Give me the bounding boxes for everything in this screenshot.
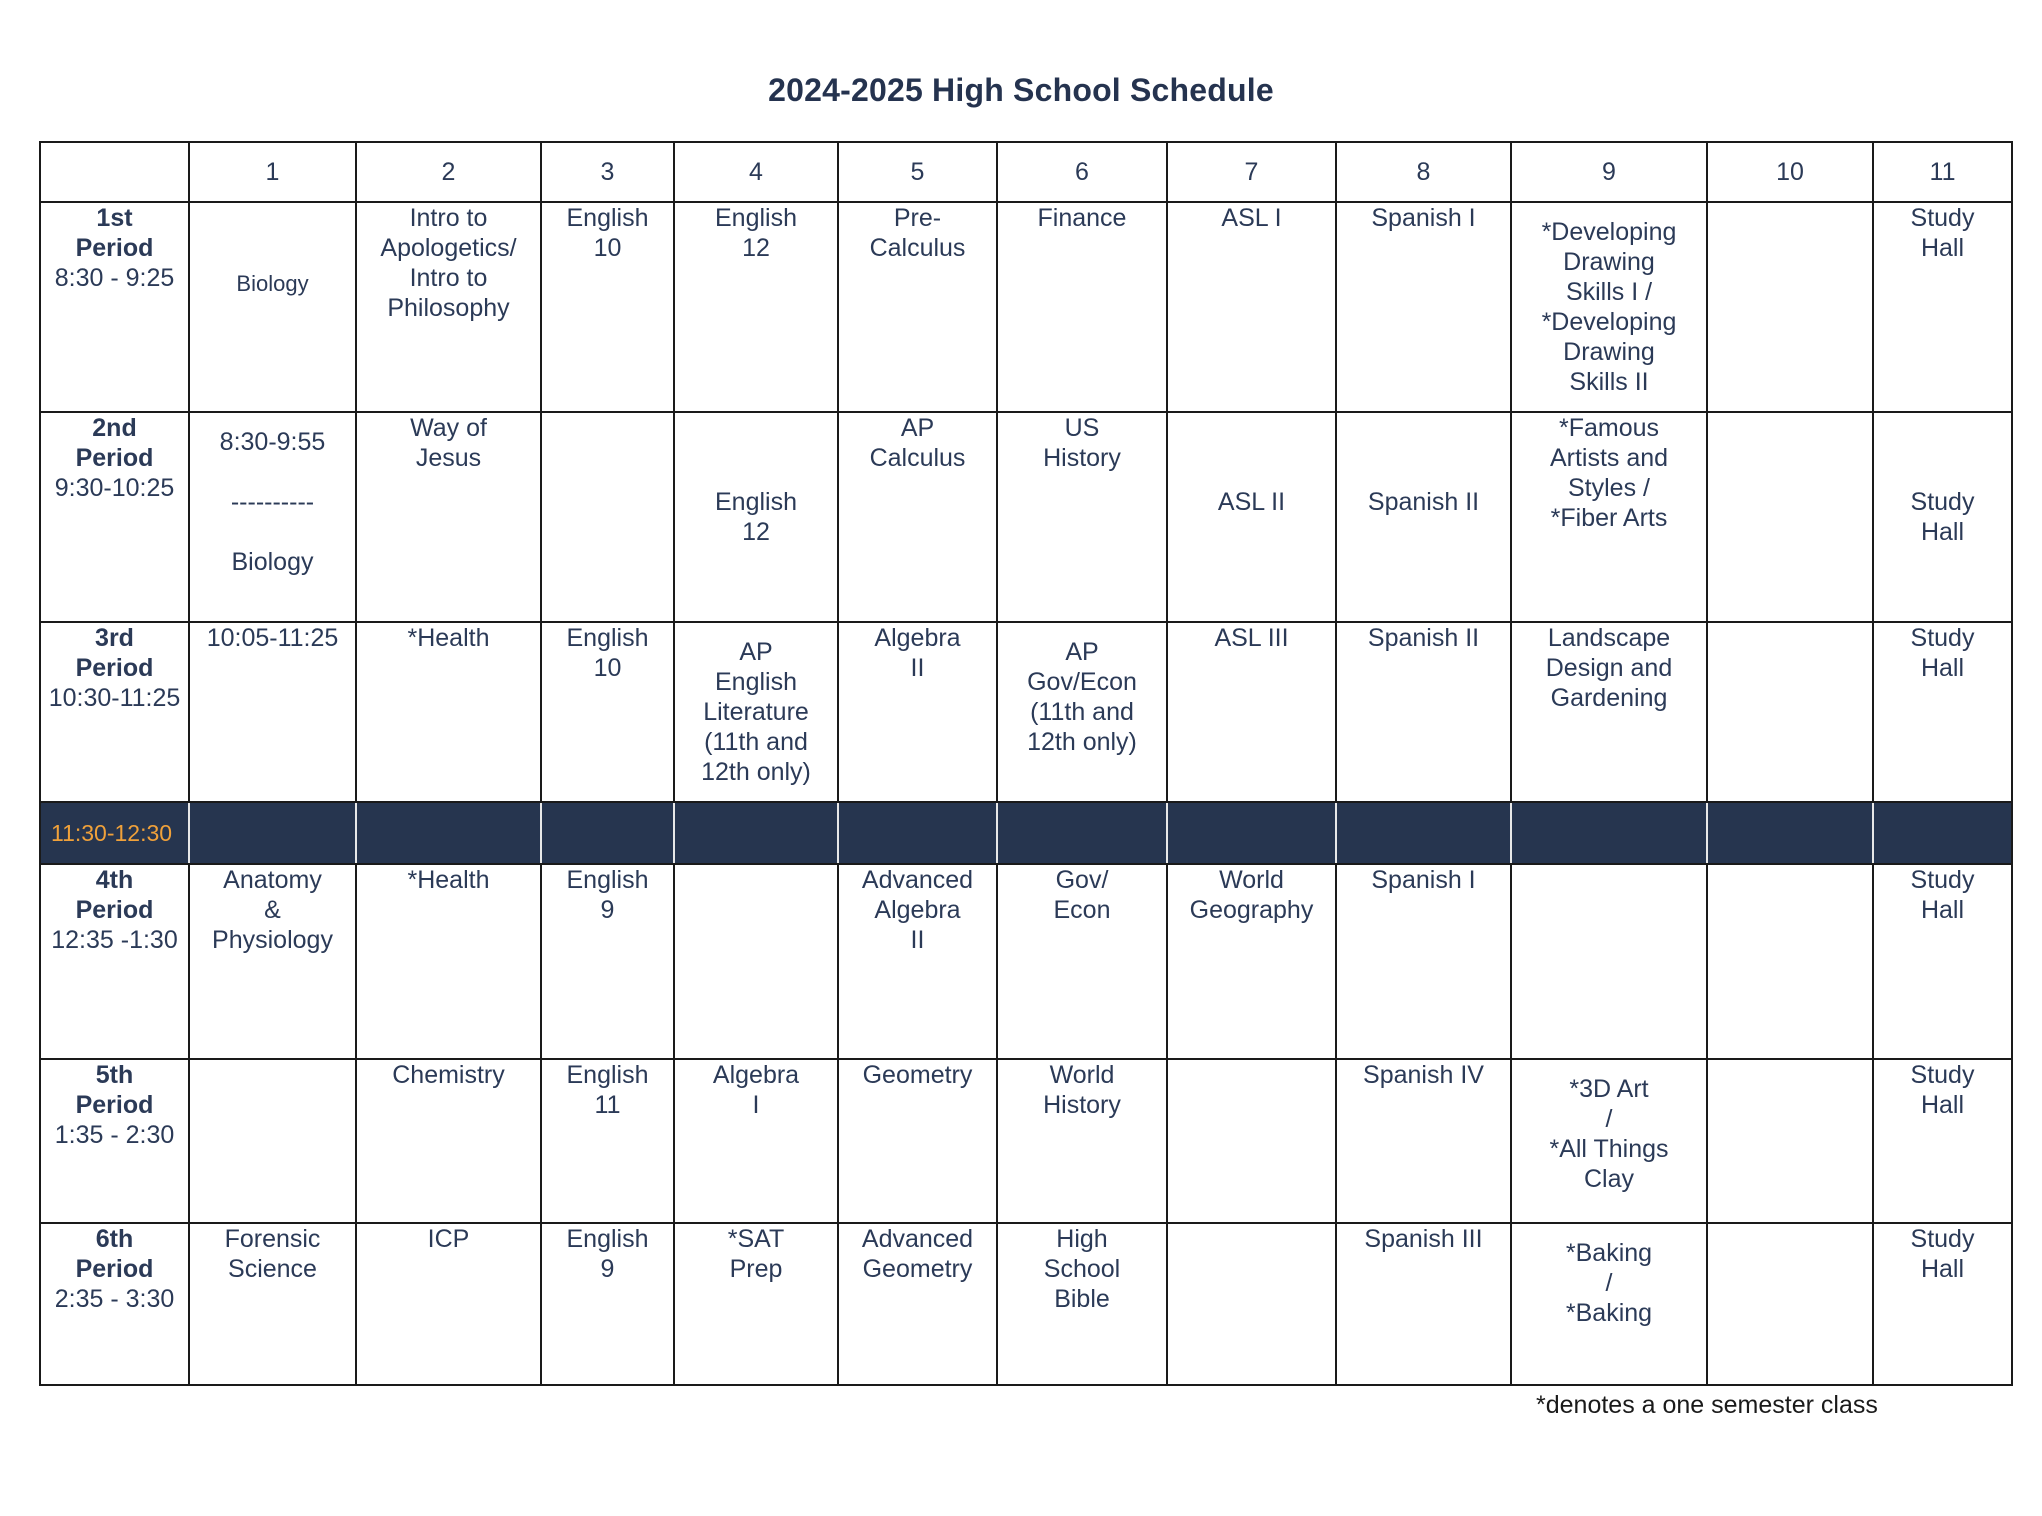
course-cell — [997, 412, 1167, 622]
course-cell — [838, 202, 997, 412]
column-header: 1 — [189, 142, 356, 202]
course-cell — [541, 1223, 674, 1385]
period-time: 12:35 -1:30 — [51, 926, 178, 954]
column-header: 7 — [1167, 142, 1336, 202]
course-text: *Health — [407, 624, 490, 652]
course-cell — [356, 202, 541, 412]
course-text: Landscape Design and Gardening — [1545, 624, 1673, 712]
course-text: Gov/ Econ — [1053, 866, 1111, 924]
period-time: 1:35 - 2:30 — [54, 1121, 175, 1149]
course-text: Study Hall — [1910, 1061, 1975, 1119]
period-label — [40, 622, 189, 802]
course-text: Algebra II — [874, 624, 961, 682]
period-name: 2nd Period — [75, 414, 154, 472]
course-text: *Developing Drawing Skills I / *Developing Drawing Skills II — [1541, 218, 1677, 396]
course-cell — [674, 412, 838, 622]
course-text: *Baking / *Baking — [1565, 1239, 1653, 1327]
lunch-cell — [356, 802, 541, 864]
course-text: Study Hall — [1910, 204, 1975, 262]
column-header: 11 — [1873, 142, 2012, 202]
period-time: 9:30-10:25 — [54, 474, 175, 502]
course-text: World History — [1043, 1061, 1121, 1119]
course-cell — [838, 864, 997, 1059]
course-cell — [541, 864, 674, 1059]
course-cell — [1707, 202, 1873, 412]
course-cell — [1873, 1223, 2012, 1385]
column-header: 4 — [674, 142, 838, 202]
course-text: Spanish I — [1371, 866, 1476, 894]
course-cell — [997, 202, 1167, 412]
lunch-cell — [541, 802, 674, 864]
course-text: AP English Literature (11th and 12th only) — [701, 638, 811, 786]
course-text: Chemistry — [392, 1061, 505, 1089]
course-cell — [1873, 412, 2012, 622]
column-header: 5 — [838, 142, 997, 202]
course-text: Advanced Algebra II — [861, 866, 974, 954]
period-label — [40, 1223, 189, 1385]
course-cell — [1511, 1223, 1707, 1385]
course-text: Study Hall — [1910, 624, 1975, 682]
course-text: English 10 — [566, 204, 649, 262]
header-row — [40, 142, 2012, 202]
course-cell — [541, 202, 674, 412]
course-text: Way of Jesus — [410, 414, 487, 472]
footnote: *denotes a one semester class — [1536, 1391, 1878, 1419]
course-text: English 9 — [566, 1225, 649, 1283]
course-text: Forensic Science — [224, 1225, 321, 1283]
period-row-3 — [40, 622, 2012, 802]
course-text: Finance — [1037, 204, 1127, 232]
course-cell — [1873, 1059, 2012, 1223]
course-cell — [1336, 1223, 1511, 1385]
lunch-cell — [1167, 802, 1336, 864]
course-cell — [1167, 622, 1336, 802]
period-label — [40, 864, 189, 1059]
course-text: ASL I — [1221, 204, 1282, 232]
course-text: English 9 — [566, 866, 649, 924]
course-cell — [1707, 1059, 1873, 1223]
course-cell — [1707, 1223, 1873, 1385]
course-cell — [674, 1059, 838, 1223]
course-cell — [1167, 202, 1336, 412]
course-cell — [1707, 864, 1873, 1059]
period-label — [40, 412, 189, 622]
course-cell — [1336, 622, 1511, 802]
course-text: 10:05-11:25 — [206, 624, 339, 652]
course-text: Spanish I — [1371, 204, 1476, 232]
course-cell — [674, 202, 838, 412]
course-text: Pre- Calculus — [869, 204, 966, 262]
course-cell — [674, 1223, 838, 1385]
course-text: Geometry — [862, 1061, 973, 1089]
lunch-cell — [674, 802, 838, 864]
course-text: Algebra I — [712, 1061, 800, 1119]
course-cell — [674, 622, 838, 802]
period-label — [40, 1059, 189, 1223]
column-header: 2 — [356, 142, 541, 202]
course-text: Study Hall — [1910, 1225, 1975, 1283]
lunch-cell — [1511, 802, 1707, 864]
period-row-6 — [40, 1223, 2012, 1385]
period-label — [40, 202, 189, 412]
column-header: 8 — [1336, 142, 1511, 202]
period-time: 8:30 - 9:25 — [54, 264, 175, 292]
course-cell — [356, 1223, 541, 1385]
period-name: 4th Period — [75, 866, 154, 924]
course-cell — [541, 622, 674, 802]
course-cell — [1873, 202, 2012, 412]
course-cell — [838, 622, 997, 802]
course-text: *Health — [407, 866, 490, 894]
course-cell — [1167, 1223, 1336, 1385]
lunch-cell — [1336, 802, 1511, 864]
lunch-cell — [189, 802, 356, 864]
course-text: World Geography — [1189, 866, 1314, 924]
course-cell — [997, 1059, 1167, 1223]
period-name: 6th Period — [75, 1225, 154, 1283]
period-name: 3rd Period — [75, 624, 154, 682]
course-cell — [1511, 864, 1707, 1059]
period-row-2 — [40, 412, 2012, 622]
course-text: Study Hall — [1910, 488, 1975, 546]
period-time: 10:30-11:25 — [48, 684, 181, 712]
course-cell — [1511, 1059, 1707, 1223]
course-cell — [1336, 202, 1511, 412]
course-cell — [838, 1059, 997, 1223]
column-header: 9 — [1511, 142, 1707, 202]
course-cell — [189, 1223, 356, 1385]
course-text: ASL II — [1217, 488, 1286, 516]
period-row-1 — [40, 202, 2012, 412]
course-text: *SAT Prep — [727, 1225, 785, 1283]
course-text: AP Gov/Econ (11th and 12th only) — [1027, 638, 1137, 756]
course-cell — [1873, 622, 2012, 802]
course-text: Spanish IV — [1363, 1061, 1484, 1089]
period-name: 1st Period — [75, 204, 154, 262]
course-cell — [1707, 412, 1873, 622]
lunch-cell — [1707, 802, 1873, 864]
lunch-cell — [1873, 802, 2012, 864]
period-row-4 — [40, 864, 2012, 1059]
course-cell — [1336, 1059, 1511, 1223]
course-text: 8:30-9:55 ---------- Biology — [219, 428, 326, 576]
course-cell — [541, 412, 674, 622]
course-cell — [1511, 202, 1707, 412]
course-cell — [356, 1059, 541, 1223]
column-header: 6 — [997, 142, 1167, 202]
course-cell — [356, 412, 541, 622]
course-text: Anatomy & Physiology — [212, 866, 333, 954]
lunch-row — [40, 802, 2012, 864]
schedule-table — [39, 141, 2013, 1386]
course-text: *Famous Artists and Styles / *Fiber Arts — [1549, 414, 1669, 532]
course-cell — [1167, 864, 1336, 1059]
course-cell — [1167, 1059, 1336, 1223]
course-text: Spanish II — [1367, 624, 1480, 652]
course-text: English 12 — [715, 204, 797, 262]
course-text: Spanish II — [1367, 488, 1480, 516]
course-cell — [356, 622, 541, 802]
course-cell — [189, 622, 356, 802]
course-cell — [997, 864, 1167, 1059]
course-cell — [356, 864, 541, 1059]
course-text: ASL III — [1214, 624, 1289, 652]
course-cell — [838, 1223, 997, 1385]
course-text: US History — [1043, 414, 1121, 472]
column-header: 10 — [1707, 142, 1873, 202]
course-text: Study Hall — [1910, 866, 1975, 924]
course-cell — [541, 1059, 674, 1223]
course-cell — [1167, 412, 1336, 622]
course-text: AP Calculus — [869, 414, 966, 472]
course-text: English 12 — [715, 488, 797, 546]
course-cell — [189, 202, 356, 412]
lunch-cell — [838, 802, 997, 864]
course-cell — [838, 412, 997, 622]
course-text: High School Bible — [1043, 1225, 1121, 1313]
course-cell — [1336, 412, 1511, 622]
course-text: Intro to Apologetics/ Intro to Philosophy — [380, 204, 517, 322]
lunch-time: 11:30-12:30 — [40, 802, 189, 864]
period-name: 5th Period — [75, 1061, 154, 1119]
page-title: 2024-2025 High School Schedule — [768, 72, 1274, 108]
course-cell — [189, 412, 356, 622]
course-text: English 11 — [566, 1061, 649, 1119]
course-cell — [674, 864, 838, 1059]
corner-cell — [40, 142, 189, 202]
column-header: 3 — [541, 142, 674, 202]
course-text: Spanish III — [1364, 1225, 1483, 1253]
course-cell — [1511, 622, 1707, 802]
course-cell — [1873, 864, 2012, 1059]
course-cell — [1336, 864, 1511, 1059]
course-text: Advanced Geometry — [861, 1225, 974, 1283]
course-cell — [189, 1059, 356, 1223]
course-cell — [1511, 412, 1707, 622]
course-cell — [189, 864, 356, 1059]
course-cell — [997, 1223, 1167, 1385]
course-text: ICP — [427, 1225, 470, 1253]
course-cell — [1707, 622, 1873, 802]
course-text: English 10 — [566, 624, 649, 682]
period-row-5 — [40, 1059, 2012, 1223]
period-time: 2:35 - 3:30 — [54, 1285, 175, 1313]
course-text: *3D Art / *All Things Clay — [1549, 1075, 1669, 1193]
lunch-cell — [997, 802, 1167, 864]
course-text: Biology — [236, 271, 309, 296]
course-cell — [997, 622, 1167, 802]
